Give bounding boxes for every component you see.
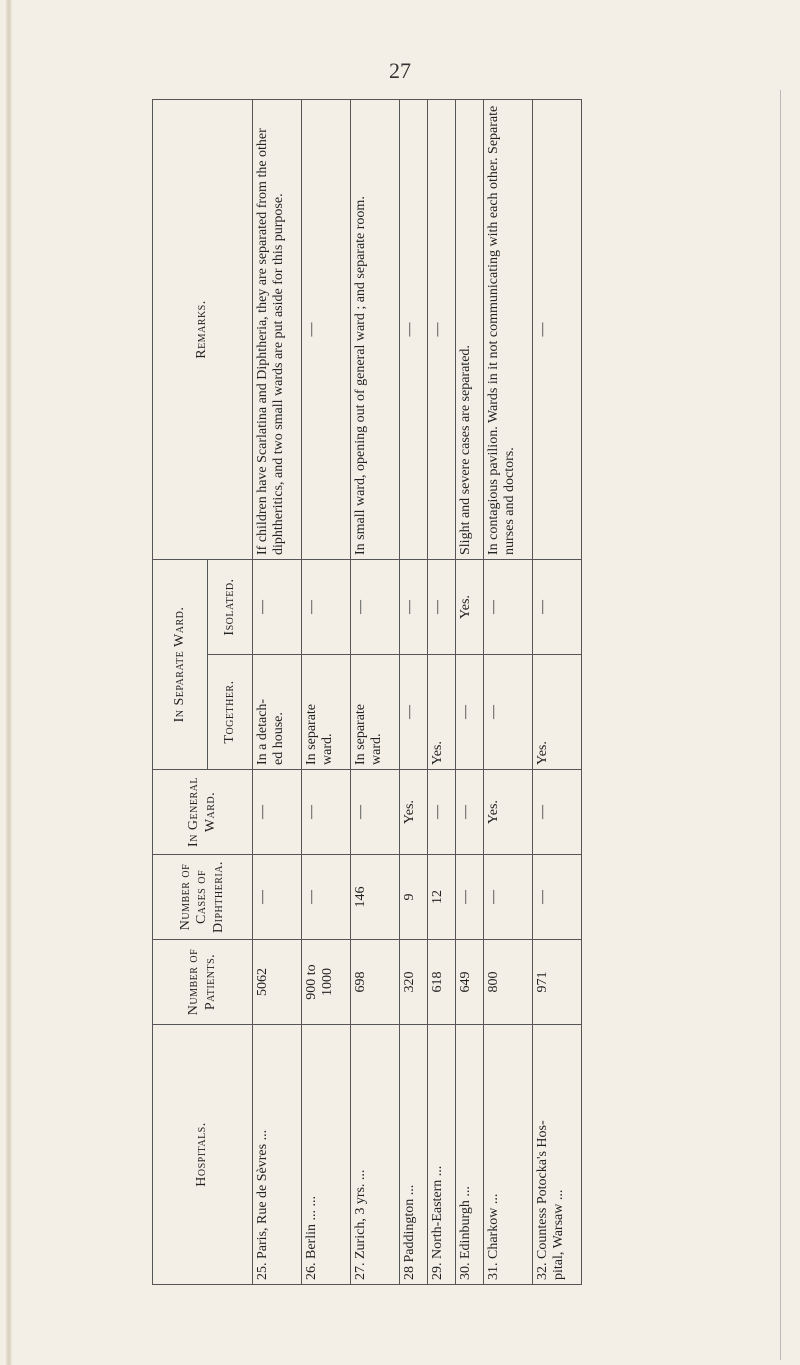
patients-cell-text: 649 bbox=[457, 971, 473, 993]
table-body bbox=[253, 100, 582, 1285]
dash-mark: — bbox=[255, 805, 270, 819]
patients-cell-text: 971 bbox=[534, 971, 550, 993]
remarks-cell-text: If children have Scarlatina and Diphtheria, they are separated from the other diphtheritics, and two small wards are put aside for this purpose. bbox=[255, 128, 287, 555]
isolated-cell-text: Yes. bbox=[457, 595, 473, 619]
remarks-cell bbox=[455, 100, 483, 560]
table-row bbox=[428, 100, 456, 1285]
remarks-cell-text: Slight and severe cases are separated. bbox=[457, 345, 473, 555]
diphtheria-cell bbox=[253, 855, 302, 940]
dash-mark: — bbox=[402, 705, 418, 719]
diphtheria-cell bbox=[400, 855, 428, 940]
together-cell-text: In separate ward. bbox=[304, 703, 336, 765]
general-ward-cell bbox=[253, 770, 302, 855]
patients-cell bbox=[483, 940, 532, 1025]
together-cell-text: In a detach- ed house. bbox=[255, 698, 287, 765]
general-ward-cell bbox=[532, 770, 581, 855]
diphtheria-cell bbox=[483, 855, 532, 940]
page-edge-shadow bbox=[6, 0, 12, 1365]
remarks-cell bbox=[400, 100, 428, 560]
hospital-cell bbox=[483, 1025, 532, 1285]
general-ward-cell bbox=[483, 770, 532, 855]
hospital-cell bbox=[455, 1025, 483, 1285]
table-row bbox=[302, 100, 351, 1285]
hospital-cell bbox=[302, 1025, 351, 1285]
together-cell-text: Yes. bbox=[534, 741, 550, 765]
hospital-cell-text: 27. Zurich, 3 yrs. ... bbox=[353, 1169, 369, 1280]
dash-mark: — bbox=[485, 705, 501, 719]
table-row bbox=[455, 100, 483, 1285]
table-row bbox=[483, 100, 532, 1285]
general-ward-cell-text: Yes. bbox=[485, 800, 501, 824]
table-row bbox=[351, 100, 400, 1285]
hospital-cell-text: 25. Paris, Rue de Sèvres ... bbox=[255, 1129, 270, 1280]
patients-cell bbox=[532, 940, 581, 1025]
general-ward-cell bbox=[351, 770, 400, 855]
hospital-cell-text: 32. Countess Potocka's Hos- pital, Warsaw ... bbox=[534, 1120, 566, 1280]
patients-cell bbox=[400, 940, 428, 1025]
hospital-cell-text: 28 Paddington ... bbox=[402, 1184, 418, 1280]
header-hospitals: Hospitals. bbox=[153, 1025, 253, 1285]
isolated-cell bbox=[351, 560, 400, 655]
patients-cell-text: 618 bbox=[430, 971, 446, 993]
together-cell bbox=[351, 655, 400, 770]
diphtheria-cell bbox=[428, 855, 456, 940]
diphtheria-cell-text: 12 bbox=[430, 890, 446, 904]
dash-mark: — bbox=[304, 805, 320, 819]
hospital-cell bbox=[351, 1025, 400, 1285]
together-cell bbox=[302, 655, 351, 770]
dash-mark: — bbox=[485, 600, 501, 614]
remarks-cell bbox=[483, 100, 532, 560]
patients-cell bbox=[302, 940, 351, 1025]
dash-mark: — bbox=[402, 322, 418, 337]
hospital-cell bbox=[428, 1025, 456, 1285]
dash-mark: — bbox=[534, 322, 550, 337]
dash-mark: — bbox=[304, 600, 320, 614]
hospital-cell-text: 30. Edinburgh ... bbox=[457, 1186, 473, 1280]
dash-mark: — bbox=[534, 600, 550, 614]
patients-cell-text: 698 bbox=[353, 971, 369, 993]
header-number-of-diphtheria: Number of Cases of Diphtheria. bbox=[153, 855, 253, 940]
together-cell bbox=[253, 655, 302, 770]
dash-mark: — bbox=[457, 805, 473, 819]
dash-mark: — bbox=[457, 890, 473, 904]
together-cell bbox=[483, 655, 532, 770]
patients-cell-text: 5062 bbox=[255, 968, 270, 996]
together-cell-text: Yes. bbox=[430, 741, 446, 765]
remarks-cell-text: In small ward, opening out of general ward ; and separate room. bbox=[353, 196, 369, 555]
isolated-cell bbox=[532, 560, 581, 655]
table-row bbox=[400, 100, 428, 1285]
header-in-general-ward: In General Ward. bbox=[153, 770, 253, 855]
remarks-cell bbox=[253, 100, 302, 560]
general-ward-cell-text: Yes. bbox=[402, 800, 418, 824]
diphtheria-cell-text: 9 bbox=[402, 893, 418, 901]
patients-cell bbox=[351, 940, 400, 1025]
remarks-cell-text: In contagious pavilion. Wards in it not communicating with each other. Separate nurses and doctors. bbox=[485, 105, 517, 555]
isolated-cell bbox=[302, 560, 351, 655]
hospital-cell-text: 31. Charkow ... bbox=[485, 1193, 501, 1280]
dash-mark: — bbox=[402, 600, 418, 614]
isolated-cell bbox=[428, 560, 456, 655]
patients-cell-text: 800 bbox=[485, 971, 501, 993]
isolated-cell bbox=[483, 560, 532, 655]
header-remarks: Remarks. bbox=[153, 100, 253, 560]
dash-mark: — bbox=[430, 600, 446, 614]
hospital-cell-text: 29. North-Eastern ... bbox=[430, 1165, 446, 1280]
hospital-cell-text: 26. Berlin ... ... bbox=[304, 1196, 320, 1280]
dash-mark: — bbox=[485, 890, 501, 904]
page-number: 27 bbox=[389, 58, 411, 83]
together-cell bbox=[400, 655, 428, 770]
header-number-of-patients: Number of Patients. bbox=[153, 940, 253, 1025]
dash-mark: — bbox=[255, 600, 270, 614]
dash-mark: — bbox=[534, 805, 550, 819]
patients-cell bbox=[253, 940, 302, 1025]
remarks-cell bbox=[351, 100, 400, 560]
table-row bbox=[532, 100, 581, 1285]
header-in-separate-ward: In Separate Ward. bbox=[153, 560, 208, 770]
dash-mark: — bbox=[255, 890, 270, 904]
together-cell-text: In separate ward. bbox=[353, 703, 385, 765]
hospital-cell bbox=[532, 1025, 581, 1285]
general-ward-cell bbox=[428, 770, 456, 855]
dash-mark: — bbox=[353, 805, 369, 819]
header-isolated: Isolated. bbox=[208, 560, 253, 655]
isolated-cell bbox=[400, 560, 428, 655]
dash-mark: — bbox=[430, 322, 446, 337]
together-cell bbox=[428, 655, 456, 770]
dash-mark: — bbox=[353, 600, 369, 614]
diphtheria-cell-text: 146 bbox=[353, 886, 369, 908]
isolated-cell bbox=[455, 560, 483, 655]
hospital-cell bbox=[400, 1025, 428, 1285]
remarks-cell bbox=[302, 100, 351, 560]
diphtheria-cell bbox=[532, 855, 581, 940]
general-ward-cell bbox=[455, 770, 483, 855]
patients-cell bbox=[455, 940, 483, 1025]
together-cell bbox=[532, 655, 581, 770]
diphtheria-cell bbox=[302, 855, 351, 940]
dash-mark: — bbox=[457, 705, 473, 719]
header-together: Together. bbox=[208, 655, 253, 770]
diphtheria-cell bbox=[455, 855, 483, 940]
dash-mark: — bbox=[304, 890, 320, 904]
dash-mark: — bbox=[534, 890, 550, 904]
together-cell bbox=[455, 655, 483, 770]
table-row bbox=[253, 100, 302, 1285]
rotated-table-container bbox=[152, 100, 582, 1285]
hospital-diphtheria-table bbox=[152, 99, 582, 1285]
patients-cell-text: 320 bbox=[402, 971, 418, 993]
diphtheria-cell bbox=[351, 855, 400, 940]
dash-mark: — bbox=[430, 805, 446, 819]
hospital-cell bbox=[253, 1025, 302, 1285]
remarks-cell bbox=[532, 100, 581, 560]
patients-cell-text: 900 to 1000 bbox=[304, 964, 336, 1000]
patients-cell bbox=[428, 940, 456, 1025]
dash-mark: — bbox=[304, 322, 320, 337]
isolated-cell bbox=[253, 560, 302, 655]
general-ward-cell bbox=[302, 770, 351, 855]
remarks-cell bbox=[428, 100, 456, 560]
general-ward-cell bbox=[400, 770, 428, 855]
page-right-rule bbox=[780, 90, 781, 1360]
